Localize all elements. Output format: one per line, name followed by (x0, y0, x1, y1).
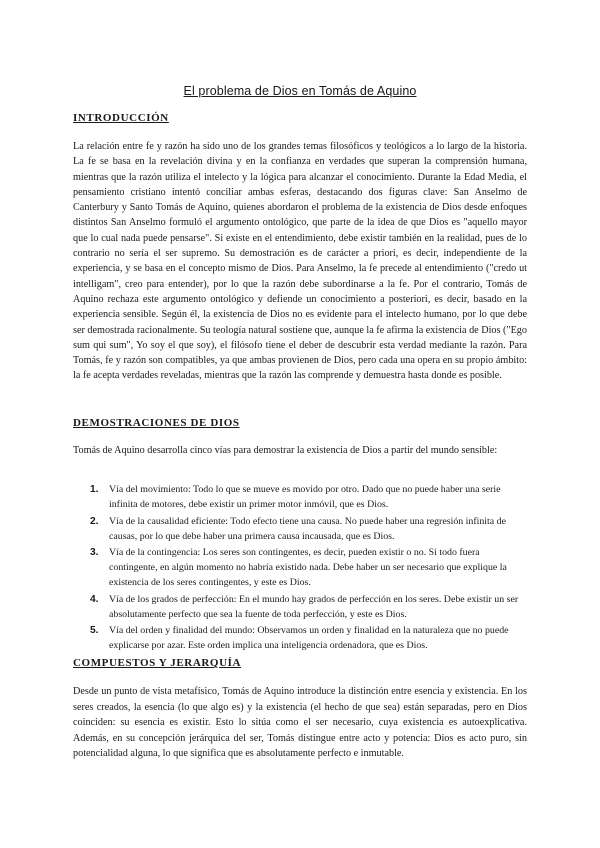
list-item (88, 482, 528, 512)
list-item (88, 592, 528, 622)
list-item-text: Vía de la causalidad eficiente: Todo efecto tiene una causa. No puede haber una regresión infinita de causas, por lo que debe haber una primera causa incausada, que es Dios. (109, 515, 506, 542)
list-number: 2. (90, 515, 99, 527)
list-number: 5. (90, 625, 99, 636)
list-item-text: Vía del orden y finalidad del mundo: Observamos un orden y finalidad en la naturaleza que no puede explicarse por azar. Este orden implica una inteligencia ordenadora, que es Dios. (109, 625, 509, 651)
intro-paragraph: La relación entre fe y razón ha sido uno de los grandes temas filosóficos y teológicos a lo largo de la historia. La fe se basa en la revelación divina y en la confianza en verdades que superan la comprensión humana, mientras que la razón utiliza el intelecto y la lógica para alcanzar el conocimiento. Durante la Edad Media, el pensamiento cristiano intentó conciliar ambas esferas, destacando dos figuras clave: San Anselmo de Canterbury y Santo Tomás de Aquino, quienes abordaron el problema de la existencia de Dios desde enfoques distintos San Anselmo formuló el argumento ontológico, que parte de la idea de que Dios es "aquello mayor que lo cual nada puede pensarse". Si existe en el entendimiento, debe existir también en la realidad, pues de lo contrario no sería el ser supremo. Su demostración es de carácter a priori, es decir, independiente de la experiencia, y se basa en el concepto mismo de Dios. Para Anselmo, la fe precede al entendimiento ("credo ut intelligam", creo para entender), por lo que la razón debe subordinarse a la fe. Por el contrario, Tomás de Aquino rechaza este argumento ontológico y defiende un conocimiento a posteriori, es decir, basado en la experiencia sensible. Según él, la existencia de Dios no es evidente para el intelecto humano, por lo que debe ser demostrada racionalmente. Su teología natural sostiene que, aunque la fe afirma la existencia de Dios ("Ego sum qui sum", Yo soy el que soy), el filósofo tiene el deber de descubrir esta verdad mediante la razón. Para Tomás, fe y razón son compatibles, ya que ambas provienen de Dios, pero cada una opera en su propio ámbito: la fe acepta verdades reveladas, mientras que la razón las comprende y demuestra hasta donde es posible. (73, 141, 527, 382)
document-title: El problema de Dios en Tomás de Aquino (183, 84, 417, 98)
list-number: 4. (90, 593, 99, 605)
list-item-text: Vía de la contingencia: Los seres son contingentes, es decir, pueden existir o no. Si todo fuera contingente, en algún momento no habría existido nada. Debe haber un ser necesario que explique la existencia de los seres contingentes, y este es Dios. (109, 547, 507, 588)
section-heading-compuestos: COMPUESTOS Y JERARQUÍA (73, 657, 242, 669)
section-heading-demostraciones: DEMOSTRACIONES DE DIOS (73, 417, 240, 429)
section-heading-introduccion: INTRODUCCIÓN (73, 112, 169, 124)
list-number: 3. (90, 547, 99, 558)
compuestos-paragraph: Desde un punto de vista metafísico, Tomás de Aquino introduce la distinción entre esencia y existencia. En los seres creados, la esencia (lo que algo es) y la existencia (el hecho de que sea) están separadas, pero en Dios coinciden: su esencia es existir. Esto lo sitúa como el ser necesario, cuya existencia es autoexplicativa. Además, en su concepción jerárquica del ser, Tomás distingue entre acto y potencia: Dios es acto puro, sin potencialidad alguna, lo que significa que es absolutamente perfecto e inmutable. (73, 686, 527, 760)
five-ways-list (88, 482, 528, 655)
list-item (88, 623, 528, 653)
list-item (88, 545, 528, 590)
list-item-text: Vía de los grados de perfección: En el mundo hay grados de perfección en los seres. Debe existir un ser absolutamente perfecto que sea la fuente de toda perfección, y este es Dios. (109, 593, 519, 620)
list-item-text: Vía del movimiento: Todo lo que se mueve es movido por otro. Dado que no puede haber una serie infinita de motores, debe existir un primer motor inmóvil, que es Dios. (109, 484, 501, 510)
list-item (88, 514, 528, 544)
demos-intro-paragraph: Tomás de Aquino desarrolla cinco vías para demostrar la existencia de Dios a partir del mundo sensible: (73, 445, 498, 456)
list-number: 1. (90, 484, 99, 495)
